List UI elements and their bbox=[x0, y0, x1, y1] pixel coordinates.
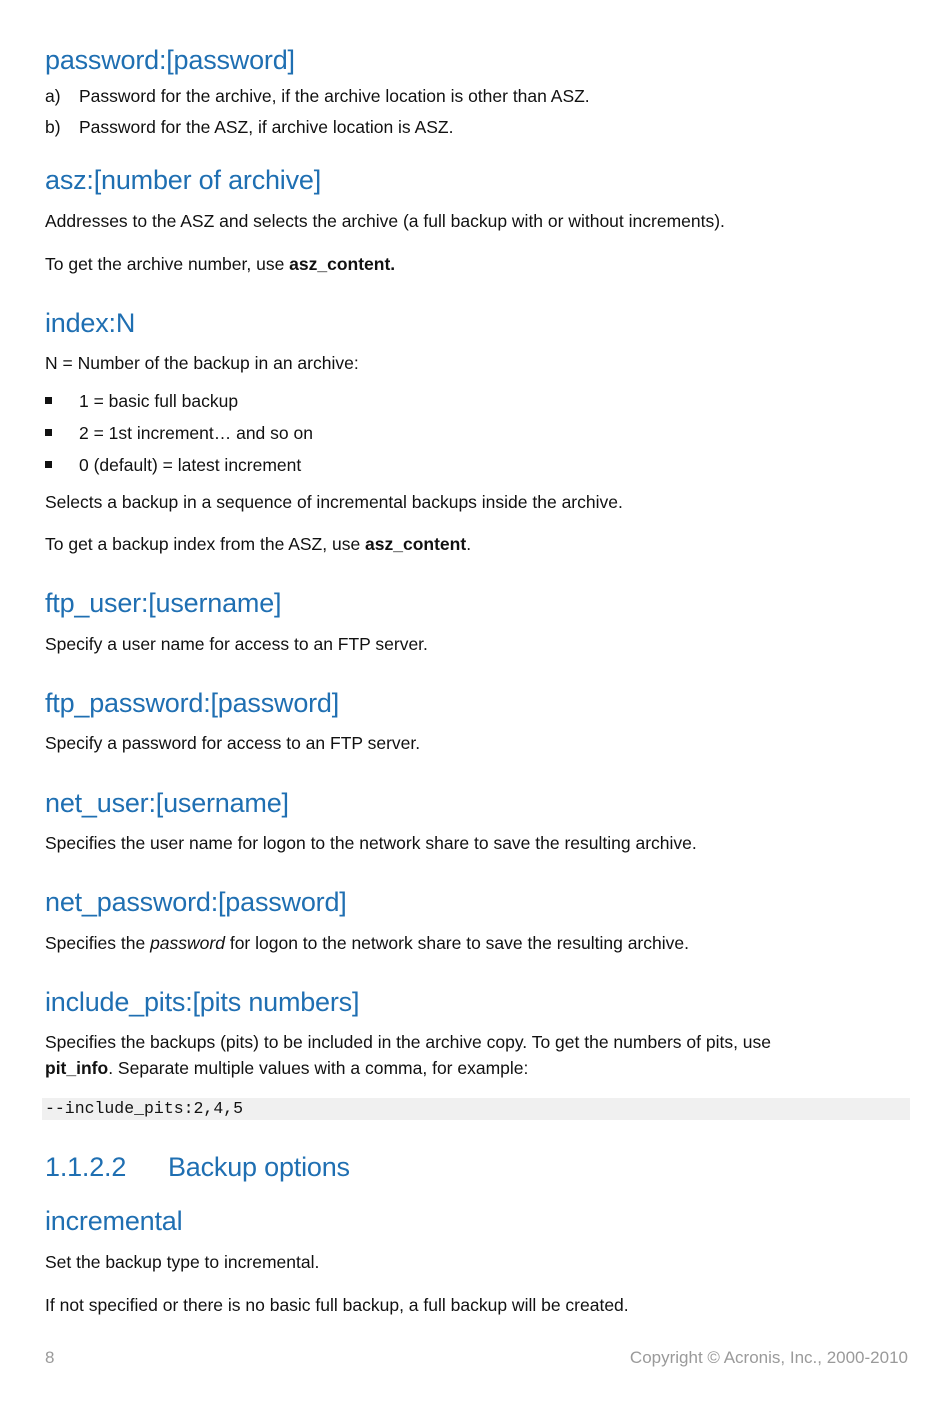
ftp-password-description: Specify a password for access to an FTP server. bbox=[45, 733, 421, 753]
bullet-item bbox=[45, 421, 313, 445]
asz-hint-text: To get the archive number, use bbox=[45, 254, 290, 274]
index-hint-end: . bbox=[466, 534, 472, 554]
net-password-text: Specifies the bbox=[45, 933, 151, 953]
bullet-text: 1 = basic full backup bbox=[79, 391, 239, 411]
copyright-notice: Copyright © Acronis, Inc., 2000-2010 bbox=[629, 1348, 908, 1367]
asz-hint bbox=[45, 252, 395, 276]
include-pits-text: . Separate multiple values with a comma, for example: bbox=[108, 1058, 529, 1078]
incremental-note: If not specified or there is no basic full backup, a full backup will be created. bbox=[45, 1295, 629, 1315]
section-title: Backup options bbox=[168, 1152, 350, 1182]
list-item bbox=[45, 84, 590, 108]
heading-password: password:[password] bbox=[45, 45, 295, 75]
asz-description: Addresses to the ASZ and selects the archive (a full backup with or without increments). bbox=[45, 211, 725, 231]
bullet-icon bbox=[45, 397, 52, 404]
bullet-item bbox=[45, 453, 301, 477]
incremental-description: Set the backup type to incremental. bbox=[45, 1252, 320, 1272]
bullet-item bbox=[45, 389, 238, 413]
list-item bbox=[45, 115, 453, 139]
index-selects-text: Selects a backup in a sequence of incremental backups inside the archive. bbox=[45, 492, 623, 512]
bullet-icon bbox=[45, 429, 52, 436]
list-marker: b) bbox=[45, 117, 61, 137]
heading-asz: asz:[number of archive] bbox=[45, 165, 322, 195]
index-description: N = Number of the backup in an archive: bbox=[45, 353, 359, 373]
asz-content-command: asz_content. bbox=[289, 254, 396, 274]
index-hint bbox=[45, 532, 471, 556]
heading-net-user: net_user:[username] bbox=[45, 788, 289, 818]
net-password-description bbox=[45, 931, 689, 955]
pit-info-command: pit_info bbox=[45, 1058, 109, 1078]
list-item-text: Password for the ASZ, if archive location is ASZ. bbox=[79, 117, 454, 137]
code-example: --include_pits:2,4,5 bbox=[42, 1098, 910, 1120]
heading-incremental: incremental bbox=[45, 1206, 183, 1236]
list-item-text: Password for the archive, if the archive location is other than ASZ. bbox=[79, 86, 590, 106]
page-number: 8 bbox=[45, 1348, 55, 1367]
net-user-description: Specifies the user name for logon to the network share to save the resulting archive. bbox=[45, 833, 697, 853]
asz-content-command: asz_content bbox=[365, 534, 467, 554]
bullet-icon bbox=[45, 461, 52, 468]
heading-net-password: net_password:[password] bbox=[45, 887, 347, 917]
heading-ftp-user: ftp_user:[username] bbox=[45, 588, 282, 618]
list-marker: a) bbox=[45, 86, 61, 106]
bullet-text: 2 = 1st increment… and so on bbox=[79, 423, 313, 443]
heading-include-pits: include_pits:[pits numbers] bbox=[45, 987, 360, 1017]
heading-ftp-password: ftp_password:[password] bbox=[45, 688, 340, 718]
net-password-text-end: for logon to the network share to save the resulting archive. bbox=[224, 933, 689, 953]
ftp-user-description: Specify a user name for access to an FTP server. bbox=[45, 634, 428, 654]
section-heading-backup-options bbox=[45, 1151, 350, 1183]
index-hint-text: To get a backup index from the ASZ, use bbox=[45, 534, 366, 554]
include-pits-description-line1: Specifies the backups (pits) to be included in the archive copy. To get the numbers of pits, use bbox=[45, 1032, 772, 1052]
bullet-text: 0 (default) = latest increment bbox=[79, 455, 302, 475]
heading-index: index:N bbox=[45, 308, 136, 338]
include-pits-description-line2 bbox=[45, 1056, 528, 1080]
section-number: 1.1.2.2 bbox=[45, 1152, 127, 1182]
password-term: password bbox=[150, 933, 225, 953]
